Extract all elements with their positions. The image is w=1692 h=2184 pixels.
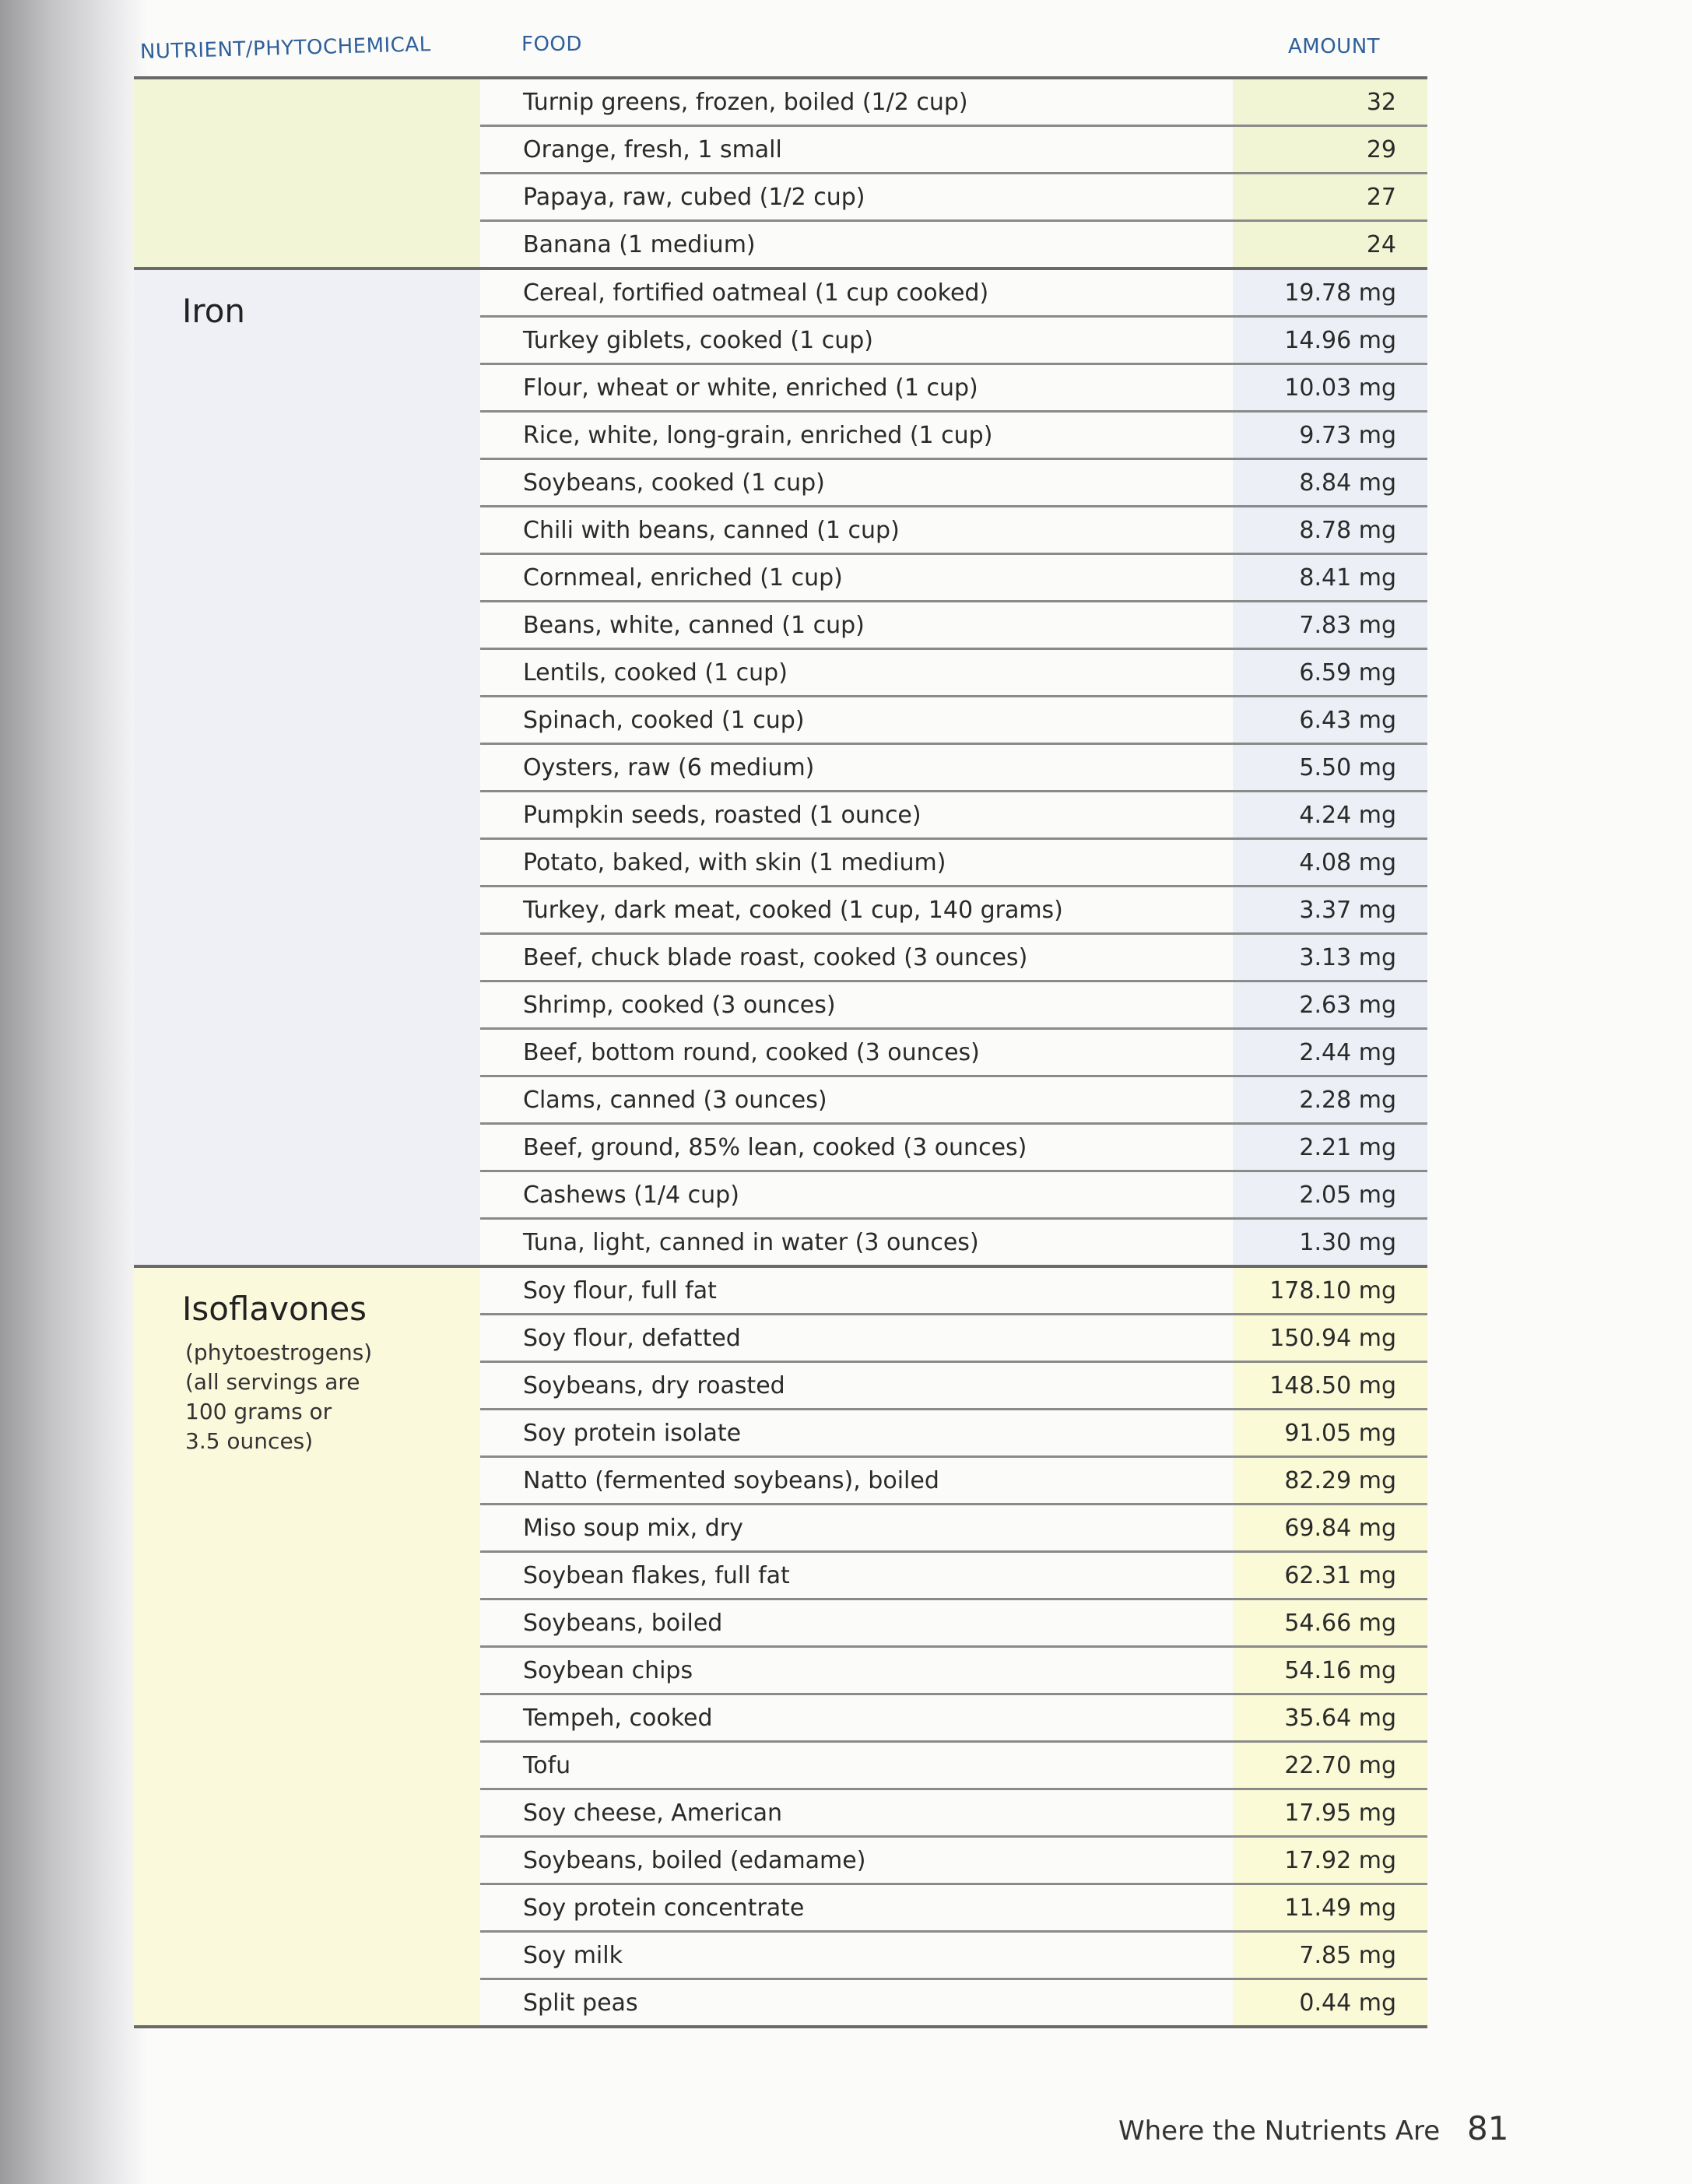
- food-cell: Miso soup mix, dry: [523, 1514, 743, 1542]
- amount-cell: 0.44 mg: [1233, 1980, 1427, 2025]
- amount-cell: 5.50 mg: [1233, 745, 1427, 790]
- page-number: 81: [1467, 2109, 1509, 2147]
- amount-cell: 178.10 mg: [1233, 1268, 1427, 1313]
- amount-cell: 4.08 mg: [1233, 840, 1427, 885]
- table-row: [480, 935, 1427, 982]
- food-cell: Split peas: [523, 1989, 638, 2017]
- amount-cell: 8.78 mg: [1233, 507, 1427, 553]
- table-row: [480, 1695, 1427, 1743]
- amount-cell: 19.78 mg: [1233, 270, 1427, 315]
- food-cell: Flour, wheat or white, enriched (1 cup): [523, 374, 978, 402]
- food-cell: Soybean flakes, full fat: [523, 1561, 790, 1589]
- amount-cell: 14.96 mg: [1233, 318, 1427, 363]
- table-row: [480, 840, 1427, 887]
- table-row: [480, 1980, 1427, 2025]
- nutrient-table: [134, 76, 1427, 2028]
- table-row: [480, 745, 1427, 792]
- table-row: [480, 1553, 1427, 1600]
- table-row: [480, 1077, 1427, 1125]
- table-row: [480, 1410, 1427, 1458]
- food-cell: Beef, chuck blade roast, cooked (3 ounces): [523, 943, 1028, 971]
- table-row: [480, 1030, 1427, 1077]
- food-cell: Beef, bottom round, cooked (3 ounces): [523, 1038, 980, 1066]
- food-cell: Papaya, raw, cubed (1/2 cup): [523, 183, 865, 211]
- food-cell: Banana (1 medium): [523, 230, 756, 258]
- amount-cell: 91.05 mg: [1233, 1410, 1427, 1455]
- table-row: [480, 174, 1427, 222]
- table-row: [480, 270, 1427, 318]
- amount-cell: 35.64 mg: [1233, 1695, 1427, 1740]
- table-row: [480, 1220, 1427, 1265]
- table-row: [480, 1172, 1427, 1220]
- table-row: [480, 1885, 1427, 1933]
- food-cell: Soy protein isolate: [523, 1419, 742, 1447]
- amount-cell: 2.05 mg: [1233, 1172, 1427, 1217]
- food-cell: Beans, white, canned (1 cup): [523, 611, 865, 639]
- table-row: [480, 365, 1427, 413]
- nutrient-note: (phytoestrogens) (all servings are 100 grams or 3.5 ounces): [185, 1340, 373, 1454]
- food-cell: Turnip greens, frozen, boiled (1/2 cup): [523, 88, 968, 116]
- amount-cell: 32: [1233, 79, 1427, 125]
- amount-cell: 6.43 mg: [1233, 697, 1427, 743]
- amount-cell: 24: [1233, 222, 1427, 267]
- table-row: [480, 507, 1427, 555]
- food-cell: Lentils, cooked (1 cup): [523, 658, 788, 686]
- table-row: [480, 1790, 1427, 1838]
- food-cell: Tofu: [523, 1751, 571, 1779]
- food-cell: Tuna, light, canned in water (3 ounces): [523, 1228, 979, 1256]
- amount-cell: 10.03 mg: [1233, 365, 1427, 410]
- table-row: [480, 697, 1427, 745]
- food-cell: Spinach, cooked (1 cup): [523, 706, 805, 734]
- nutrient-cell: [134, 270, 480, 1265]
- amount-cell: 8.41 mg: [1233, 555, 1427, 600]
- table-row: [480, 318, 1427, 365]
- food-cell: Potato, baked, with skin (1 medium): [523, 848, 946, 876]
- food-cell: Soy milk: [523, 1941, 623, 1969]
- header-food: FOOD: [521, 33, 582, 56]
- table-row: [480, 650, 1427, 697]
- food-cell: Soy protein concentrate: [523, 1894, 805, 1922]
- book-binding-shadow: [0, 0, 148, 2184]
- amount-cell: 8.84 mg: [1233, 460, 1427, 505]
- amount-cell: 9.73 mg: [1233, 413, 1427, 458]
- table-row: [480, 792, 1427, 840]
- amount-cell: 7.83 mg: [1233, 602, 1427, 648]
- food-cell: Turkey giblets, cooked (1 cup): [523, 326, 873, 354]
- amount-cell: 22.70 mg: [1233, 1743, 1427, 1788]
- running-footer-title: Where the Nutrients Are: [1118, 2116, 1441, 2147]
- food-cell: Beef, ground, 85% lean, cooked (3 ounces): [523, 1133, 1027, 1161]
- table-row: [480, 1315, 1427, 1363]
- nutrient-cell: [134, 79, 480, 267]
- food-cell: Shrimp, cooked (3 ounces): [523, 991, 836, 1019]
- nutrient-name: Isoflavones: [182, 1290, 367, 1328]
- amount-cell: 54.16 mg: [1233, 1648, 1427, 1693]
- nutrient-section: [134, 267, 1427, 1265]
- food-cell: Cornmeal, enriched (1 cup): [523, 564, 843, 592]
- amount-cell: 3.13 mg: [1233, 935, 1427, 980]
- food-cell: Orange, fresh, 1 small: [523, 135, 782, 163]
- table-row: [480, 1600, 1427, 1648]
- table-row: [480, 982, 1427, 1030]
- table-row: [480, 413, 1427, 460]
- table-row: [480, 1363, 1427, 1410]
- food-cell: Soy flour, defatted: [523, 1324, 741, 1352]
- amount-cell: 29: [1233, 127, 1427, 172]
- food-cell: Soybeans, boiled (edamame): [523, 1846, 866, 1874]
- header-amount: AMOUNT: [1288, 35, 1381, 58]
- table-row: [480, 555, 1427, 602]
- amount-cell: 1.30 mg: [1233, 1220, 1427, 1265]
- nutrient-section: [134, 76, 1427, 267]
- amount-cell: 82.29 mg: [1233, 1458, 1427, 1503]
- table-row: [480, 1505, 1427, 1553]
- amount-cell: 150.94 mg: [1233, 1315, 1427, 1361]
- amount-cell: 2.21 mg: [1233, 1125, 1427, 1170]
- table-row: [480, 1458, 1427, 1505]
- header-nutrient: NUTRIENT/PHYTOCHEMICAL: [139, 33, 431, 64]
- table-row: [480, 1125, 1427, 1172]
- food-cell: Soybeans, dry roasted: [523, 1371, 785, 1399]
- food-cell: Rice, white, long-grain, enriched (1 cup): [523, 421, 993, 449]
- table-row: [480, 602, 1427, 650]
- amount-cell: 69.84 mg: [1233, 1505, 1427, 1550]
- table-row: [480, 887, 1427, 935]
- food-cell: Pumpkin seeds, roasted (1 ounce): [523, 801, 921, 829]
- table-row: [480, 460, 1427, 507]
- amount-cell: 2.44 mg: [1233, 1030, 1427, 1075]
- food-cell: Oysters, raw (6 medium): [523, 753, 815, 781]
- amount-cell: 4.24 mg: [1233, 792, 1427, 837]
- amount-cell: 3.37 mg: [1233, 887, 1427, 932]
- nutrient-name: Iron: [182, 292, 246, 330]
- food-cell: Soy cheese, American: [523, 1799, 783, 1827]
- nutrient-cell: [134, 1268, 480, 2025]
- food-cell: Clams, canned (3 ounces): [523, 1086, 827, 1114]
- food-cell: Soybean chips: [523, 1656, 693, 1684]
- food-cell: Natto (fermented soybeans), boiled: [523, 1466, 939, 1494]
- food-cell: Cashews (1/4 cup): [523, 1181, 739, 1209]
- table-row: [480, 79, 1427, 127]
- food-cell: Turkey, dark meat, cooked (1 cup, 140 grams): [523, 896, 1063, 924]
- food-cell: Chili with beans, canned (1 cup): [523, 516, 900, 544]
- amount-cell: 148.50 mg: [1233, 1363, 1427, 1408]
- amount-cell: 11.49 mg: [1233, 1885, 1427, 1930]
- food-cell: Cereal, fortified oatmeal (1 cup cooked): [523, 279, 989, 307]
- food-cell: Soy flour, full fat: [523, 1276, 717, 1304]
- amount-cell: 6.59 mg: [1233, 650, 1427, 695]
- amount-cell: 2.28 mg: [1233, 1077, 1427, 1122]
- table-row: [480, 222, 1427, 267]
- amount-cell: 54.66 mg: [1233, 1600, 1427, 1645]
- amount-cell: 62.31 mg: [1233, 1553, 1427, 1598]
- food-cell: Soybeans, boiled: [523, 1609, 723, 1637]
- table-row: [480, 127, 1427, 174]
- amount-cell: 2.63 mg: [1233, 982, 1427, 1027]
- amount-cell: 7.85 mg: [1233, 1933, 1427, 1978]
- table-row: [480, 1933, 1427, 1980]
- food-cell: Soybeans, cooked (1 cup): [523, 469, 825, 497]
- amount-cell: 27: [1233, 174, 1427, 219]
- amount-cell: 17.95 mg: [1233, 1790, 1427, 1835]
- nutrient-section: [134, 1265, 1427, 2028]
- amount-cell: 17.92 mg: [1233, 1838, 1427, 1883]
- table-row: [480, 1268, 1427, 1315]
- table-row: [480, 1648, 1427, 1695]
- table-row: [480, 1838, 1427, 1885]
- food-cell: Tempeh, cooked: [523, 1704, 713, 1732]
- table-row: [480, 1743, 1427, 1790]
